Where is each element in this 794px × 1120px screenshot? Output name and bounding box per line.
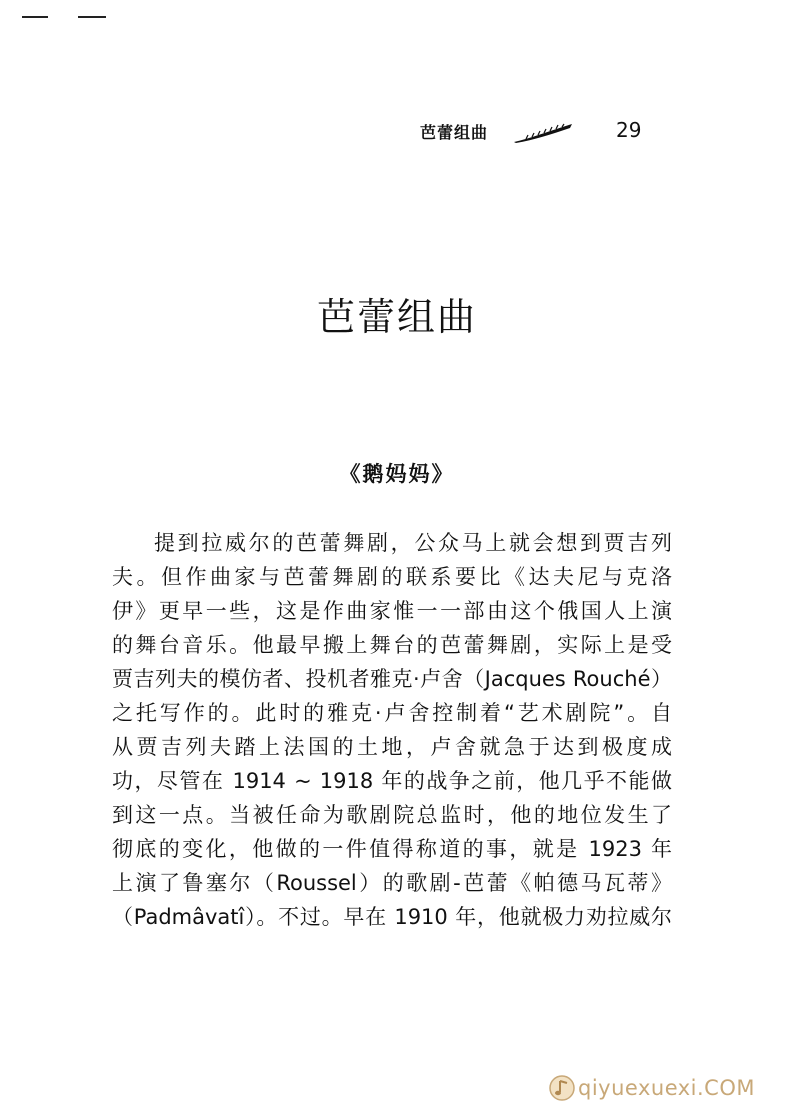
watermark-text: qiyuexuexi.COM <box>578 1076 755 1100</box>
body-line: 之托写作的。此时的雅克·卢舍控制着“艺术剧院”。自 <box>112 701 672 725</box>
site-watermark <box>548 1072 788 1106</box>
body-line: 功，尽管在 1914 ~ 1918 年的战争之前，他几乎不能做 <box>112 769 672 793</box>
corner-crop-marks <box>22 16 112 20</box>
body-line: 上演了鲁塞尔（Roussel）的歌剧-芭蕾《帕德马瓦蒂》 <box>112 871 672 895</box>
feather-ornament-icon <box>512 122 574 144</box>
body-line: （Padmâvatî）。不过。早在 1910 年，他就极力劝拉威尔 <box>112 905 672 929</box>
body-line: 到这一点。当被任命为歌剧院总监时，他的地位发生了 <box>112 803 672 827</box>
body-line: 彻底的变化，他做的一件值得称道的事，就是 1923 年 <box>112 837 672 861</box>
crop-mark-left <box>22 16 48 18</box>
music-note-icon <box>548 1074 576 1102</box>
page-number: 29 <box>616 118 642 142</box>
section-title: 《鹅妈妈》 <box>339 461 455 486</box>
running-title: 芭蕾组曲 <box>420 123 489 142</box>
body-text <box>112 526 672 934</box>
body-line: 的舞台音乐。他最早搬上舞台的芭蕾舞剧，实际上是受 <box>112 633 672 657</box>
body-line: 伊》更早一些，这是作曲家惟一一部由这个俄国人上演 <box>112 599 672 623</box>
chapter-title: 芭蕾组曲 <box>316 295 477 339</box>
body-line: 从贾吉列夫踏上法国的土地，卢舍就急于达到极度成 <box>112 735 672 759</box>
body-line: 夫。但作曲家与芭蕾舞剧的联系要比《达夫尼与克洛 <box>112 565 672 589</box>
body-line: 贾吉列夫的模仿者、投机者雅克·卢舍（Jacques Rouché） <box>112 667 672 691</box>
body-line: 提到拉威尔的芭蕾舞剧，公众马上就会想到贾吉列 <box>154 531 672 555</box>
crop-mark-right <box>78 16 106 18</box>
running-header <box>420 118 660 148</box>
